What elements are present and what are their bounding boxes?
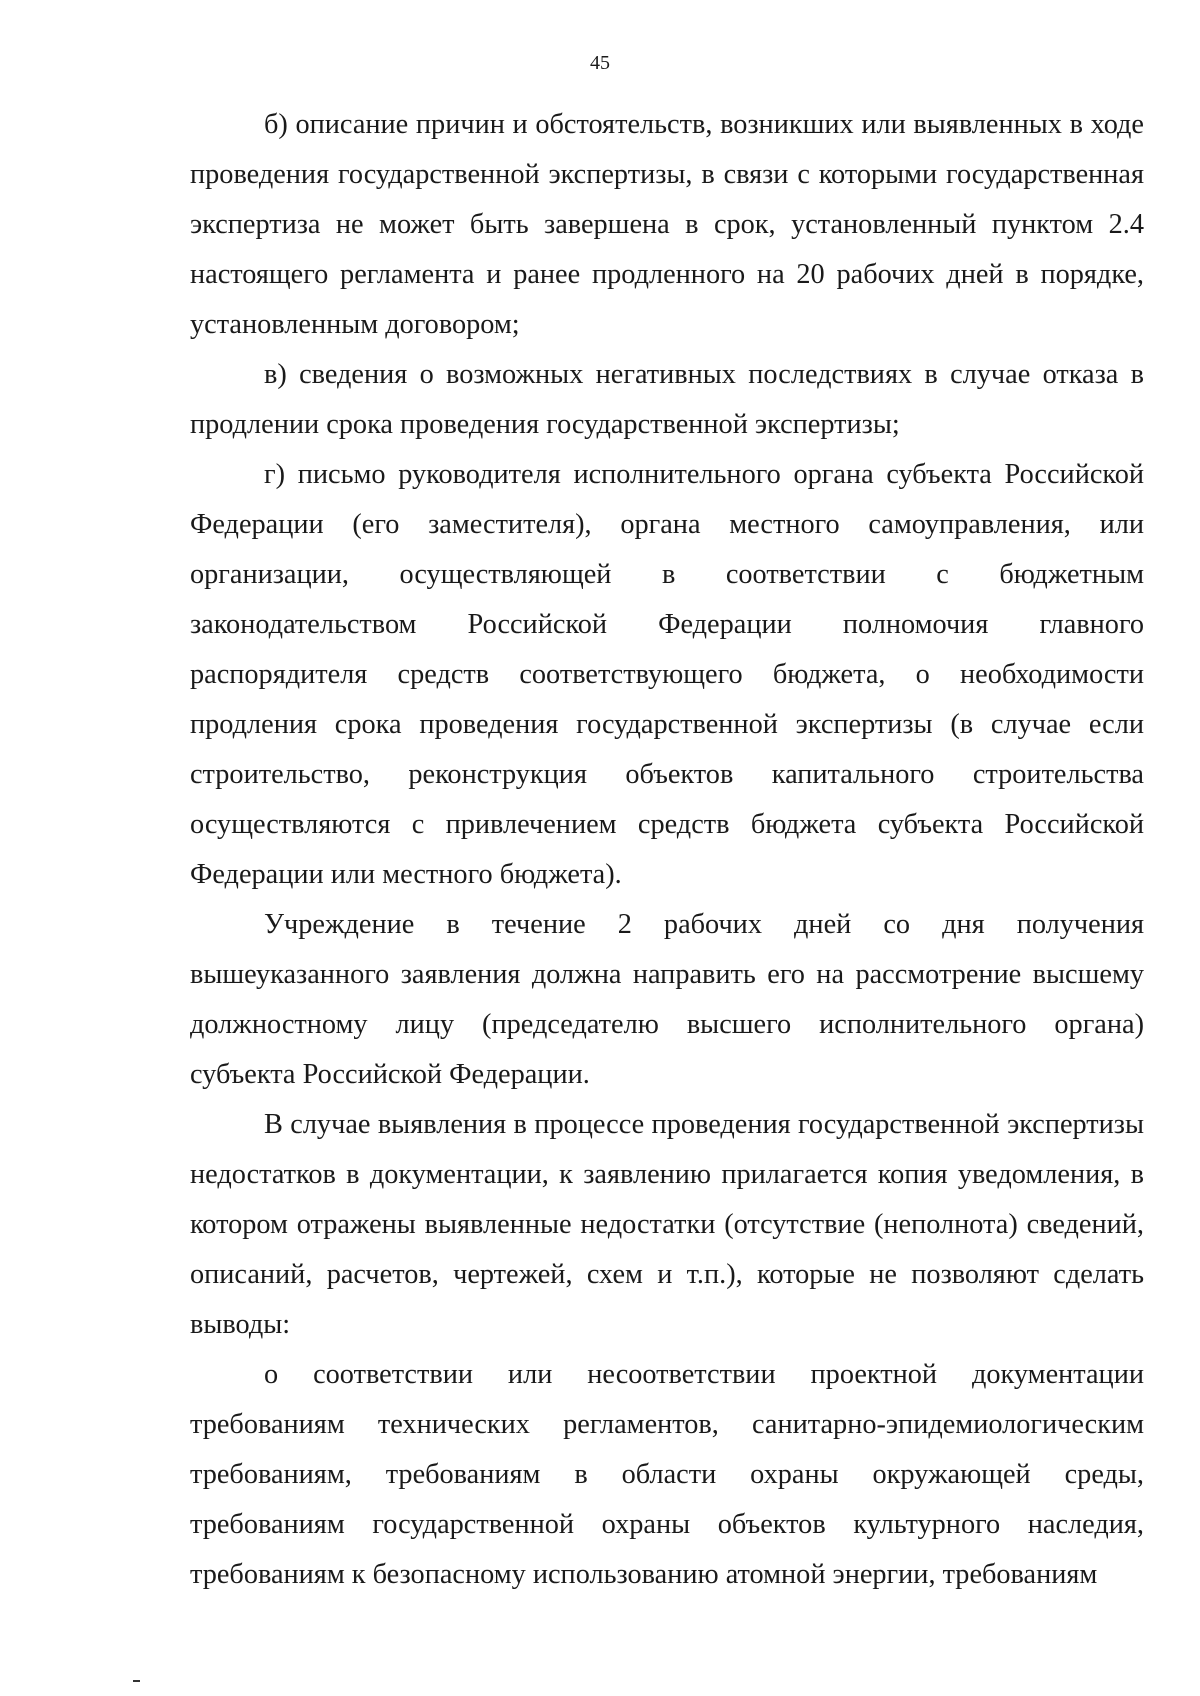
page-number: 45 <box>590 52 610 74</box>
document-body <box>190 100 1144 1600</box>
paragraph-compliance: о соответствии или несоответствии проектной документации требованиям технических регламентов, санитарно-эпидемиологическим требованиям, требованиям в области охраны окружающей среды, требованиям государственной охраны объектов культурного наследия, требованиям к безопасному использованию атомной энергии, требованиям <box>190 1359 1144 1590</box>
paragraph-b-description: б) описание причин и обстоятельств, возникших или выявленных в ходе проведения государственной экспертизы, в связи с которыми государственная экспертиза не может быть завершена в срок, установленный пунктом 2.4 настоящего регламента и ранее продленного на 20 рабочих дней в порядке, установленным договором; <box>190 109 1144 340</box>
paragraph-institution-deadline: Учреждение в течение 2 рабочих дней со дня получения вышеуказанного заявления должна направить его на рассмотрение высшему должностному лицу (председателю высшего исполнительного органа) субъекта Российской Федерации. <box>190 909 1144 1090</box>
paragraph-deficiencies: В случае выявления в процессе проведения государственной экспертизы недостатков в документации, к заявлению прилагается копия уведомления, в котором отражены выявленные недостатки (отсутствие (неполнота) сведений, описаний, расчетов, чертежей, схем и т.п.), которые не позволяют сделать выводы: <box>190 1109 1144 1340</box>
paragraph-g-letter: г) письмо руководителя исполнительного органа субъекта Российской Федерации (его заместителя), органа местного самоуправления, или организации, осуществляющей в соответствии с бюджетным законодательством Российской Федерации полномочия главного распорядителя средств соответствующего бюджета, о необходимости продления срока проведения государственной экспертизы (в случае если строительство, реконструкция объектов капитального строительства осуществляются с привлечением средств бюджета субъекта Российской Федерации или местного бюджета). <box>190 459 1144 890</box>
paragraph-v-consequences: в) сведения о возможных негативных последствиях в случае отказа в продлении срока проведения государственной экспертизы; <box>190 359 1144 440</box>
scan-mark <box>133 1680 140 1682</box>
